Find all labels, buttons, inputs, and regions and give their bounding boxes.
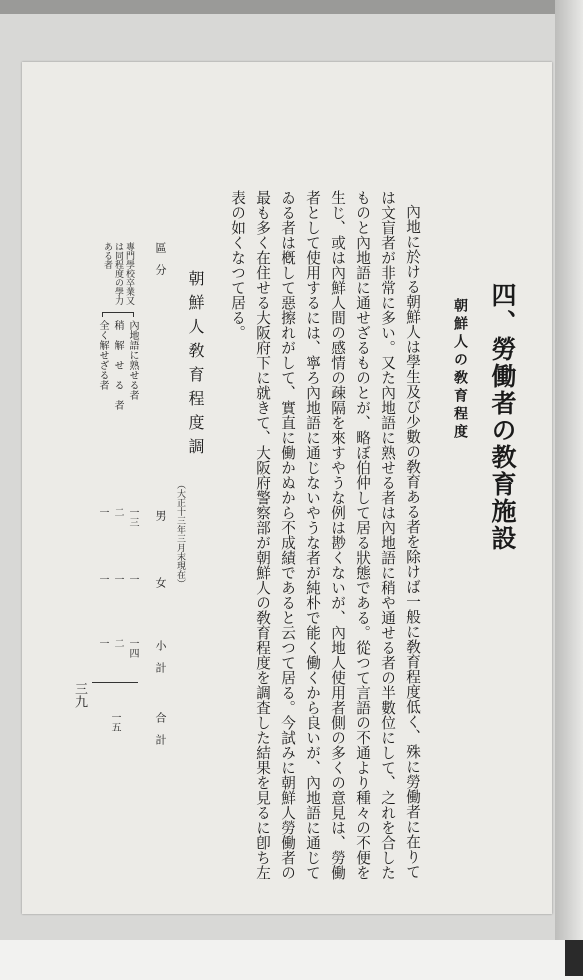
subsection-title: 朝鮮人の敎育程度: [452, 298, 468, 442]
row-subtotal: 二: [112, 638, 123, 648]
book-bottom-edge: [0, 940, 583, 980]
row-male: 二: [112, 507, 123, 517]
group-bracket: [102, 312, 134, 317]
subtotal-brace: [92, 654, 138, 683]
header-female: 女: [154, 577, 167, 588]
paragraph-line: 者として使用するには、寧ろ內地語に通じないやうな者が純朴で能く働くから良いが、內地語に通じて: [304, 190, 321, 880]
row-label: 稍 解 せ る 者: [112, 320, 123, 410]
row-female: 一: [127, 574, 138, 584]
row-label: 內地語に熟せる者: [127, 320, 138, 400]
row-female: 一: [112, 574, 123, 584]
row-male: 一三: [127, 507, 138, 527]
paragraph-line: 內地に於ける朝鮮人は學生及び少數の敎育ある者を除けば一般に敎育程度低く、殊に勞働者に在りて: [404, 204, 421, 879]
paragraph-line: 生じ、或は內鮮人間の感情の疎隔を來すやうな例は尠くないが、內地人使用者側の多くの意見は、勞働: [329, 190, 346, 880]
row-subtotal: 一四: [127, 638, 138, 658]
table-date-note: （大正十三年三月末現在）: [175, 480, 185, 588]
table-group-label: 專門學校卒業又は同程度の學力ある者: [102, 242, 134, 305]
paragraph-line: 表の如くなつて居る。: [229, 190, 246, 340]
scanner-top-edge: [0, 0, 583, 14]
header-male: 男: [154, 510, 167, 521]
header-total: 合 計: [154, 712, 167, 745]
book-page: [22, 62, 552, 914]
paragraph-line: ゐる者は槪して惡擦れがして、實直に働かぬから不成績であると云つて居る。今試みに朝鮮人勞働者の: [279, 190, 296, 880]
row-female: 一: [97, 574, 108, 584]
header-subtotal: 小 計: [154, 640, 167, 673]
paragraph-line: ものと內地語に通せざるものとが、略ぼ伯仲して居る狀態である。從つて言語の不通より種々の不便を: [354, 190, 371, 880]
scanner-edge-mark: [565, 940, 583, 976]
row-total: 一五: [109, 712, 120, 732]
book-right-edge: [555, 0, 583, 980]
page-number: 三九: [72, 682, 87, 708]
row-label: 全く解せざる者: [97, 320, 108, 390]
paragraph-line: は文盲者が非常に多い。又た內地語に熟せる者は內地語に稍や通せる者の半數位にして、之れを合した: [379, 190, 396, 880]
section-title: 四、勞働者の教育施設: [488, 282, 517, 552]
header-category: 區 分: [154, 242, 167, 275]
table-title: 朝鮮人敎育程度調: [186, 270, 205, 462]
row-male: 一: [97, 507, 108, 517]
paragraph-line: 最も多く在住せる大阪府下に就きて、大阪府警察部が朝鮮人の敎育程度を調査した結果を見るに卽ち左: [254, 190, 271, 880]
row-subtotal: 一: [97, 638, 108, 648]
